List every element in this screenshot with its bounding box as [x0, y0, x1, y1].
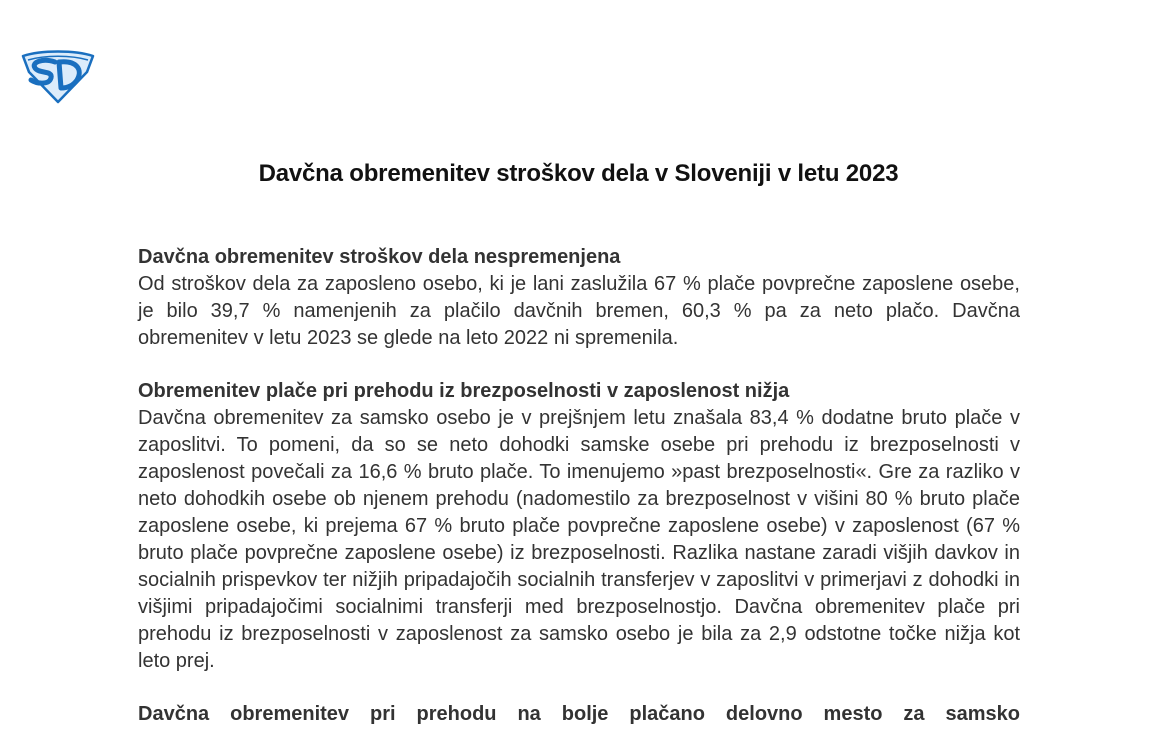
section-unemployment-transition: [138, 378, 1020, 675]
document-body: [138, 244, 1020, 754]
section-labor-cost-burden: [138, 244, 1020, 352]
document-title: Davčna obremenitev stroškov dela v Sloveniji v letu 2023: [258, 160, 899, 187]
section-better-paid-job: [138, 701, 1020, 728]
section-paragraph: Od stroškov dela za zaposleno osebo, ki je lani zaslužila 67 % plače povprečne zaposlene osebe, je bilo 39,7 % namenjenih za plačilo davčnih bremen, 60,3 % pa za neto plačo. Davčna obremenitev v letu 2023 se glede na leto 2022 ni spremenila.: [138, 273, 1020, 349]
shield-logo-icon: [21, 48, 95, 104]
section-paragraph: Davčna obremenitev za samsko osebo je v prejšnjem letu znašala 83,4 % dodatne bruto plače v zaposlitvi. To pomeni, da so se neto dohodki samske osebe pri prehodu iz brezposelnosti v zaposlenost povečali za 16,6 % bruto plače. To imenujemo »past brezposelnosti«. Gre za razliko v neto dohodkih osebe ob njenem prehodu (nadomestilo za brezposelnost v višini 80 % bruto plače zaposlene osebe, ki prejema 67 % bruto plače povprečne zaposlene osebe) v zaposlenost (67 % bruto plače povprečne zaposlene osebe) iz brezposelnosti. Razlika nastane zaradi višjih davkov in socialnih prispevkov ter nižjih pripadajočih socialnih transferjev v zaposlitvi v primerjavi z dohodki in višjimi pripadajočimi socialnimi transferji med brezposelnostjo. Davčna obremenitev plače pri prehodu iz brezposelnosti v zaposlenost za samsko osebo je bila za 2,9 odstotne točke nižja kot leto prej.: [138, 407, 1020, 672]
section-heading: Obremenitev plače pri prehodu iz brezposelnosti v zaposlenost nižja: [138, 380, 790, 402]
section-heading: Davčna obremenitev stroškov dela nespremenjena: [138, 246, 621, 268]
section-heading: Davčna obremenitev pri prehodu na bolje plačano delovno mesto za samsko: [138, 703, 1020, 725]
sd-logo: [21, 48, 95, 104]
